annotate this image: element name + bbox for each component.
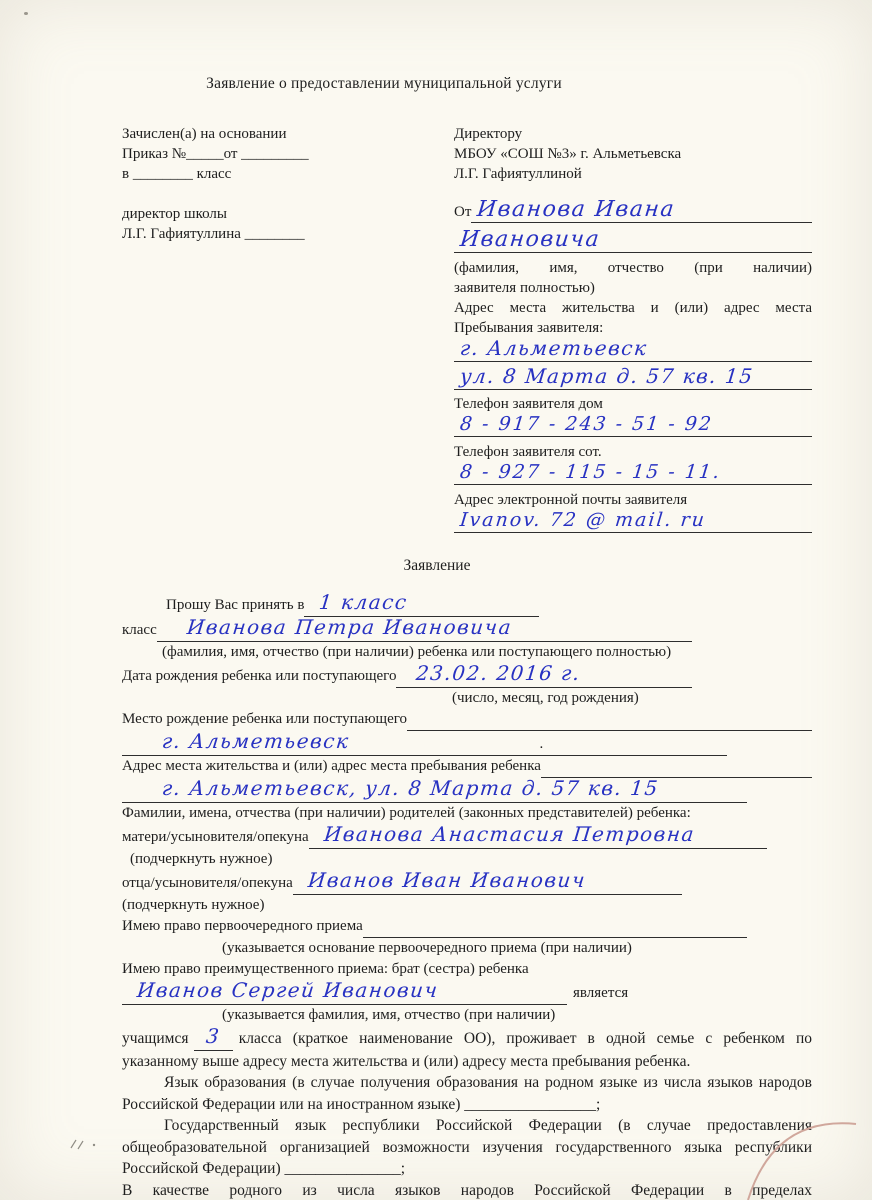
- applicant-address-row-1: [454, 338, 812, 366]
- priority-caption: (указывается основание первоочередного приема (при наличии): [222, 940, 632, 956]
- spacer: [122, 184, 422, 204]
- mother-name-handwriting: Иванова Анастасия Петровна: [322, 822, 696, 846]
- birth-place-period: .: [539, 736, 544, 752]
- applicant-address-handwriting-2: ул. 8 Марта д. 57 кв. 15: [458, 364, 755, 388]
- request-label: Прошу Вас принять в: [166, 597, 305, 613]
- address-caption-line-1: Адрес места жительства и (или) адрес места: [454, 300, 812, 316]
- from-label: От: [454, 204, 472, 220]
- birth-place-blank-field: [407, 709, 812, 731]
- addressee-director-name: Л.Г. Гафиятуллиной: [454, 166, 582, 182]
- priority-label: Имею право первоочередного приема: [122, 918, 363, 934]
- applicant-address-field-2: [454, 366, 812, 390]
- school-director-name-line: Л.Г. Гафиятуллина ________: [122, 226, 305, 242]
- is-label: является: [573, 985, 629, 1001]
- birth-date-caption: (число, месяц, год рождения): [452, 690, 639, 706]
- header-columns: [122, 124, 812, 538]
- address-caption-line-2: Пребывания заявителя:: [454, 320, 604, 336]
- student-paragraph: [122, 1026, 812, 1072]
- sibling-caption: (указывается фамилия, имя, отчество (при наличии): [222, 1007, 556, 1023]
- child-address-value-row: [122, 778, 812, 803]
- class-line: в ________ класс: [122, 166, 232, 182]
- email-field: [454, 510, 812, 533]
- birth-date-label: Дата рождения ребенка или поступающего: [122, 668, 397, 684]
- child-name-handwriting: Иванова Петра Ивановича: [185, 615, 514, 639]
- name-caption-line-2: заявителя полностью): [454, 280, 595, 296]
- name-caption-line-1: (фамилия, имя, отчество (при наличии): [454, 260, 812, 276]
- school-name-line: МБОУ «СОШ №3» г. Альметьевска: [454, 146, 682, 162]
- addressee-block: [454, 124, 812, 538]
- phone-cell-label: Телефон заявителя сот.: [454, 444, 602, 460]
- scan-corner-curve: [734, 1100, 864, 1200]
- applicant-name-row-1: [454, 198, 812, 228]
- birth-date-handwriting: 23.02. 2016 г.: [415, 661, 583, 685]
- phone-cell-field: [454, 462, 812, 485]
- child-name-field: [157, 617, 692, 642]
- father-name-field: [293, 870, 682, 895]
- preference-label: Имею право преимущественного приема: брат (сестра) ребенка: [122, 961, 529, 977]
- father-label: отца/усыновителя/опекуна: [122, 875, 293, 891]
- mother-label: матери/усыновителя/опекуна: [122, 829, 309, 845]
- applicant-address-field-1: [454, 338, 812, 362]
- birth-date-field: [396, 663, 692, 688]
- page-title: Заявление о предоставлении муниципальной услуги: [206, 75, 562, 92]
- request-field: [304, 592, 539, 617]
- phone-home-label: Телефон заявителя дом: [454, 396, 603, 412]
- spacer: [454, 184, 812, 198]
- mother-name-field: [309, 824, 767, 849]
- phone-home-field: [454, 414, 812, 437]
- applicant-address-handwriting-1: г. Альметьевск: [458, 336, 649, 360]
- applicant-name-handwriting-1: Иванова Ивана: [476, 197, 677, 222]
- child-address-blank-field: [541, 756, 812, 778]
- student-suffix: класса (краткое наименование ОО), проживает в одной семье с ребенком по указанному выше адресу места жительства и (или) адресу места пребывания ребенка.: [122, 1030, 812, 1070]
- sibling-row: [122, 980, 812, 1005]
- email-label: Адрес электронной почты заявителя: [454, 492, 688, 508]
- scan-pencil-marks: [68, 1136, 102, 1152]
- section-title: Заявление: [403, 557, 471, 574]
- birth-place-label-row: [122, 709, 812, 731]
- applicant-name-field-2: [454, 228, 812, 253]
- class-label: класс: [122, 622, 157, 638]
- phone-home-row: [454, 414, 812, 442]
- child-address-label-row: [122, 756, 812, 778]
- student-prefix: учащимся: [122, 1030, 189, 1047]
- underline-note-1: (подчеркнуть нужное): [130, 851, 273, 867]
- child-name-caption: (фамилия, имя, отчество (при наличии) ребенка или поступающего полностью): [162, 644, 672, 660]
- sibling-name-field: [122, 980, 567, 1005]
- phone-cell-row: [454, 462, 812, 490]
- application-body: [122, 592, 812, 1200]
- mother-row: [122, 824, 812, 849]
- underline-note-2: (подчеркнуть нужное): [122, 897, 265, 913]
- father-name-handwriting: Иванов Иван Иванович: [306, 868, 588, 892]
- applicant-name-field-1: [471, 198, 812, 223]
- email-row: [454, 510, 812, 538]
- priority-row: [122, 916, 812, 938]
- enrollment-block: [122, 124, 422, 538]
- request-handwriting: 1 класс: [318, 590, 410, 614]
- order-number-line: Приказ №_____от _________: [122, 146, 309, 162]
- scan-speck: [24, 12, 28, 15]
- child-address-handwriting: г. Альметьевск, ул. 8 Марта д. 57 кв. 15: [160, 776, 661, 800]
- form-content: [122, 74, 812, 1200]
- language-paragraph: Язык образования (в случае получения образования на родном языке из числа языков народов Российской Федерации или на иностранном языке) _________________;: [122, 1074, 812, 1113]
- applicant-name-handwriting-2: Ивановича: [458, 227, 602, 252]
- father-row: [122, 870, 812, 895]
- enrolled-basis-line: Зачислен(а) на основании: [122, 126, 287, 142]
- applicant-name-row-2: [454, 228, 812, 258]
- native-language-line: В качестве родного из числа языков народов Российской Федерации в пределах: [122, 1181, 812, 1199]
- priority-blank-field: [363, 916, 747, 938]
- to-label: Директору: [454, 126, 523, 142]
- birth-place-label: Место рождение ребенка или поступающего: [122, 711, 408, 727]
- birth-place-field: [122, 731, 727, 756]
- request-row: [166, 592, 812, 617]
- student-grade-field: [194, 1026, 232, 1051]
- student-grade-handwriting: 3: [205, 1024, 223, 1048]
- parents-label: Фамилии, имена, отчества (при наличии) родителей (законных представителей) ребенка:: [122, 805, 691, 821]
- birth-date-row: [122, 663, 812, 688]
- email-handwriting: Ivanov. 72 @ mail. ru: [458, 509, 708, 531]
- birth-place-value-row: [122, 731, 812, 756]
- child-address-label: Адрес места жительства и (или) адрес места пребывания ребенка: [122, 758, 541, 774]
- phone-cell-handwriting: 8 - 927 - 115 - 15 - 11.: [458, 461, 723, 483]
- state-language-paragraph: Государственный язык республики Российской Федерации (в случае предоставления общеобразовательной организацией возможности изучения государственного языка республики Российской Федерации) _______________;: [122, 1117, 812, 1177]
- child-name-row: [122, 617, 812, 642]
- school-director-line: директор школы: [122, 206, 227, 222]
- birth-place-handwriting: г. Альметьевск: [160, 729, 351, 753]
- applicant-address-row-2: [454, 366, 812, 394]
- child-address-field: [122, 778, 747, 803]
- phone-home-handwriting: 8 - 917 - 243 - 51 - 92: [458, 413, 715, 435]
- sibling-name-handwriting: Иванов Сергей Иванович: [135, 978, 440, 1002]
